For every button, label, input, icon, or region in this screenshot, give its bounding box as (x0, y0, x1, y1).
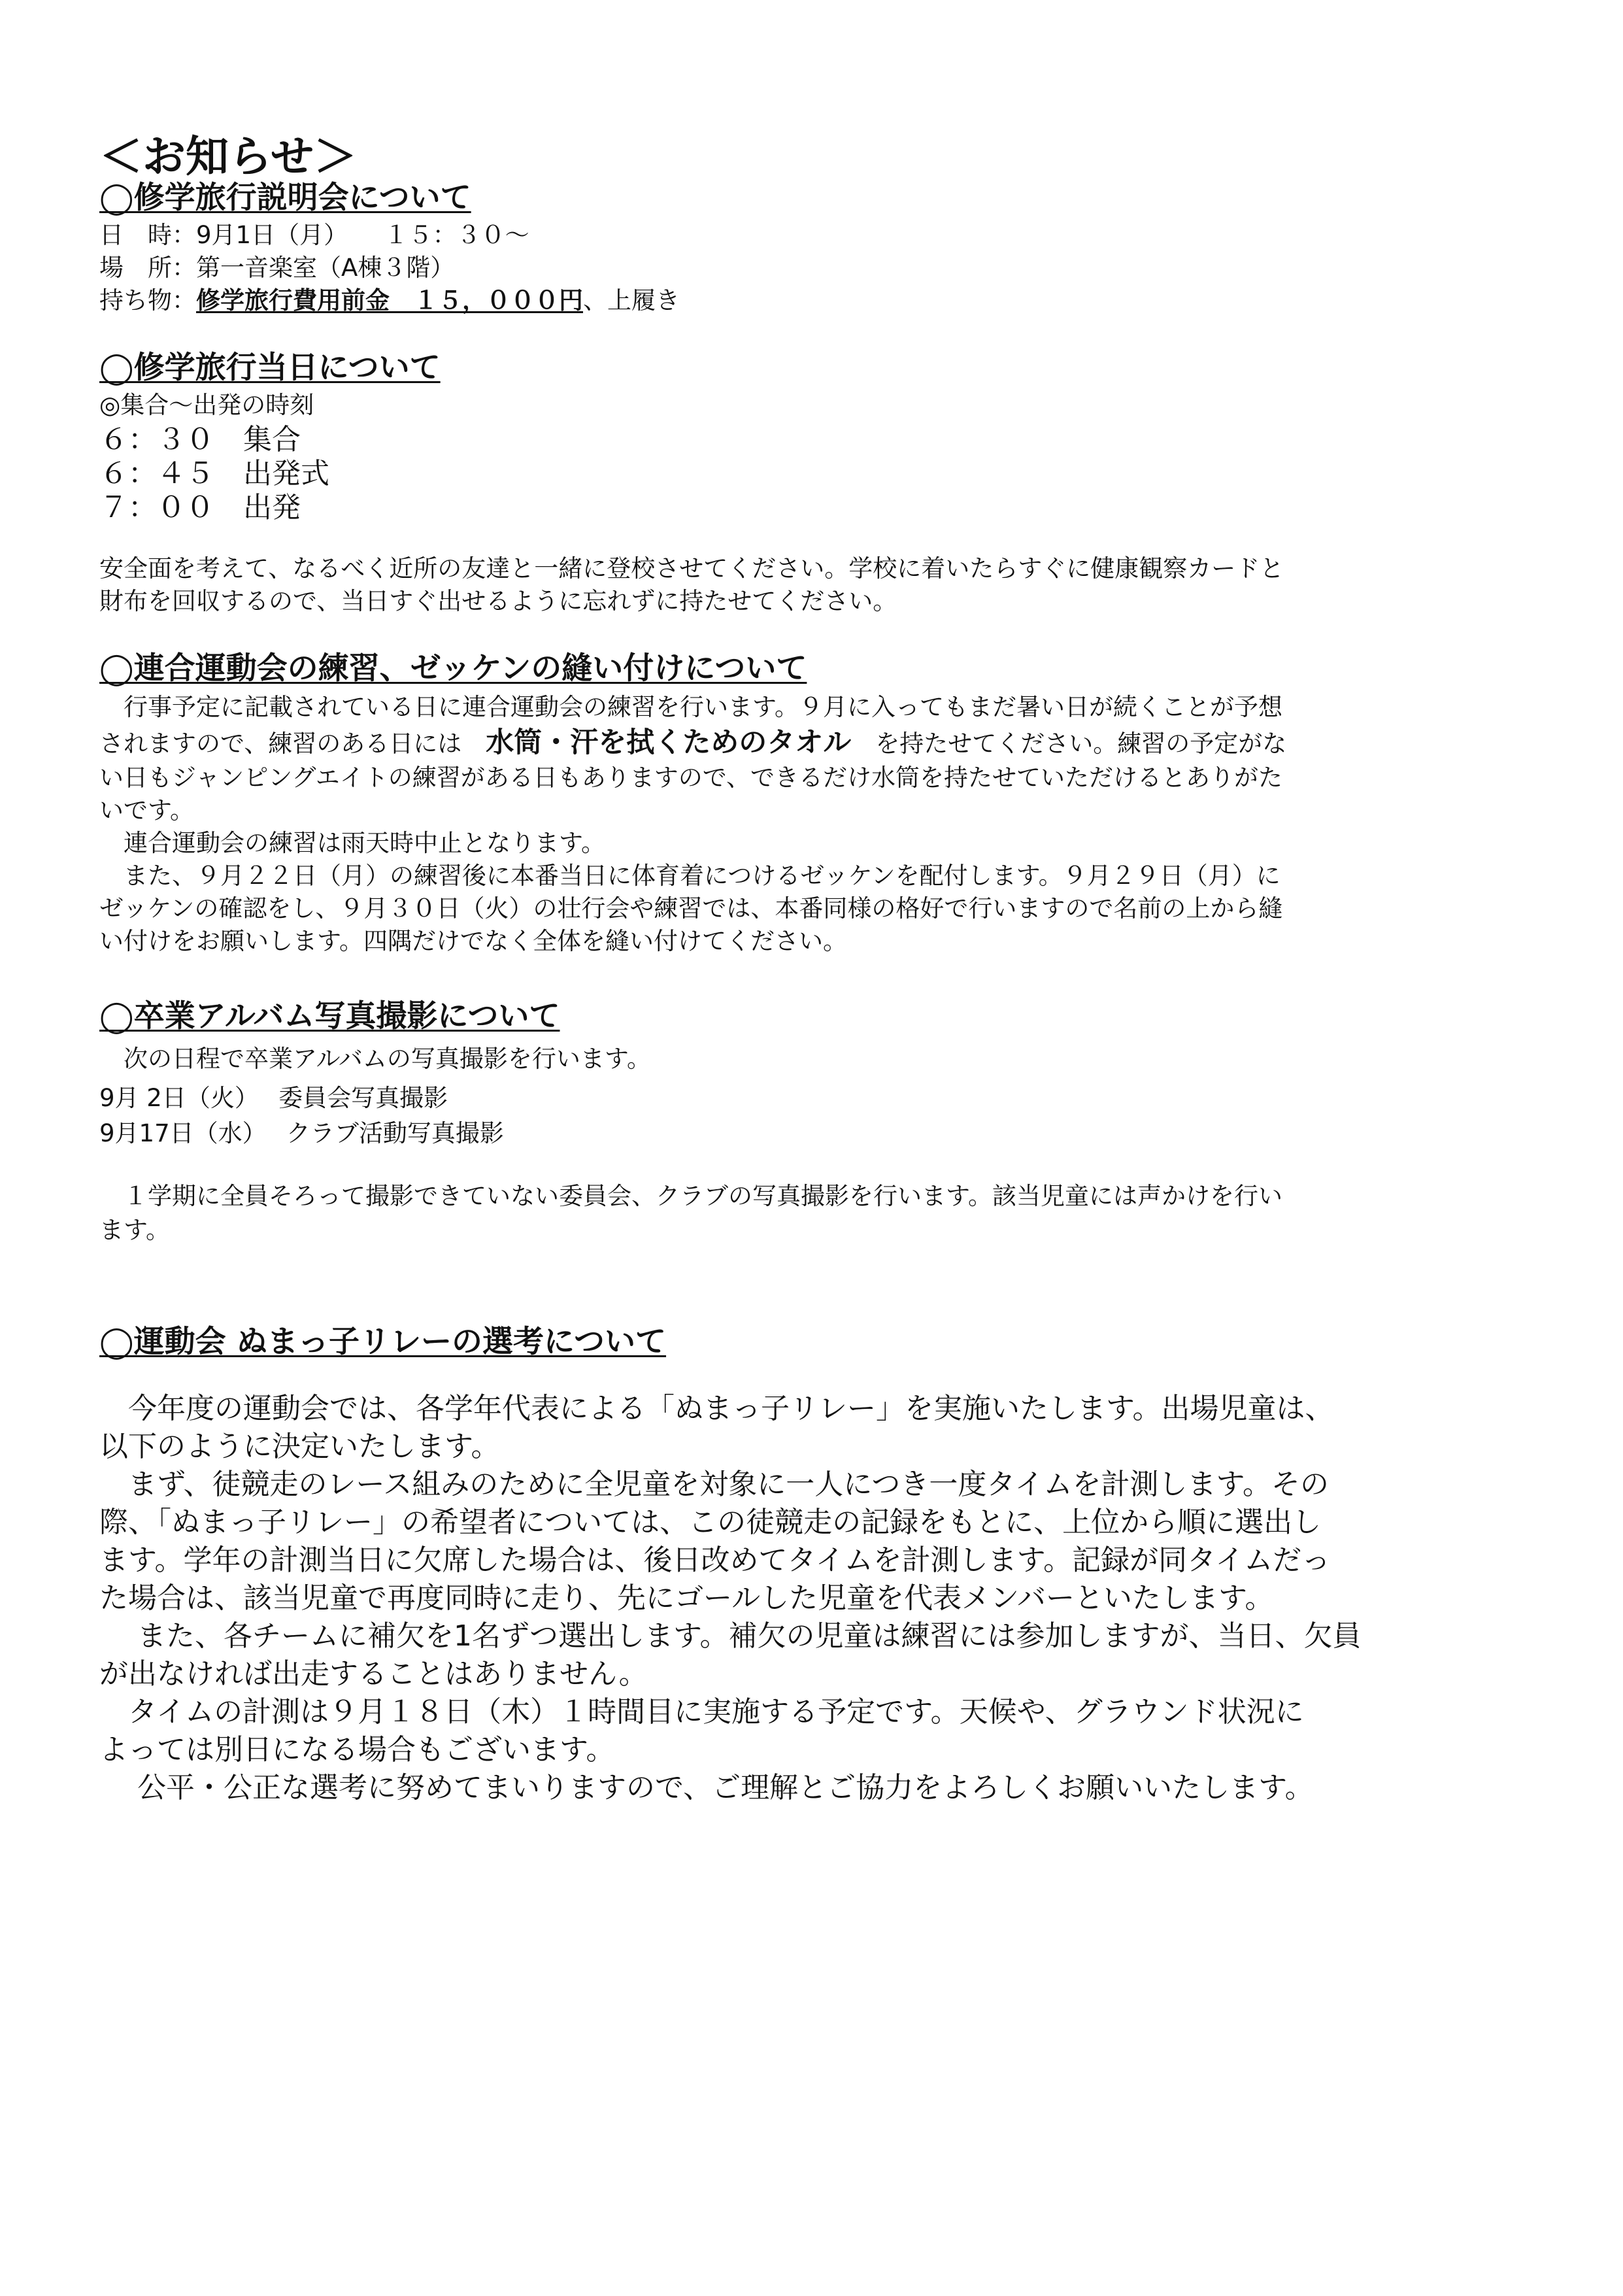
briefing-place: 場 所：第一音楽室（A棟３階） (99, 254, 455, 282)
time-gather: ６：３０ 集合 (99, 423, 301, 456)
practice-line4: いです。 (99, 796, 195, 824)
album-schedule-1: 9月 2日（火） 委員会写真撮影 (99, 1084, 448, 1112)
practice-line2-a: されますので、練習のある日には (99, 730, 486, 758)
page-title: ＜お知らせ＞ (99, 131, 358, 182)
relay-line10: よっては別日になる場合もございます。 (99, 1733, 615, 1766)
relay-line11: 公平・公正な選考に努めてまいりますので、ご理解とご協力をよろしくお願いいたします。 (99, 1771, 1314, 1804)
briefing-date: 日 時：9月1日（月） １５：３０～ (99, 221, 529, 249)
practice-line2 (99, 727, 1286, 760)
items-label: 持ち物： (99, 286, 196, 314)
album-intro: 次の日程で卒業アルバムの写真撮影を行います。 (99, 1045, 651, 1073)
time-depart: ７：００ 出発 (99, 491, 301, 524)
album-note-line2: ます。 (99, 1216, 171, 1244)
items-fee: 修学旅行費用前金 １５，０００円 (196, 286, 583, 314)
relay-line8: が出なければ出走することはありません。 (99, 1657, 648, 1691)
items-rest: 、上履き (583, 286, 680, 314)
time-ceremony: ６：４５ 出発式 (99, 457, 329, 490)
relay-line2: 以下のように決定いたします。 (99, 1430, 500, 1463)
practice-line5: 連合運動会の練習は雨天時中止となります。 (99, 829, 606, 857)
safety-note-line2: 財布を回収するので、当日すぐ出せるように忘れずに持たせてください。 (99, 587, 897, 615)
relay-line1: 今年度の運動会では、各学年代表による「ぬまっ子リレー」を実施いたします。出場児童は、 (99, 1392, 1334, 1425)
relay-line6: た場合は、該当児童で再度同時に走り、先にゴールした児童を代表メンバーといたします。 (99, 1581, 1274, 1615)
practice-line6: また、９月２２日（月）の練習後に本番当日に体育着につけるゼッケンを配付します。９月２９日（月）に (99, 862, 1280, 890)
practice-line1: 行事予定に記載されている日に連合運動会の練習を行います。９月に入ってもまだ暑い日が続くことが予想 (99, 693, 1283, 721)
briefing-items (99, 285, 680, 316)
practice-line3: い日もジャンピングエイトの練習がある日もありますので、できるだけ水筒を持たせていただけるとありがた (99, 764, 1283, 792)
relay-selection-heading: ◯運動会 ぬまっ子リレーの選考について (99, 1324, 667, 1360)
relay-line4: 際、「ぬまっ子リレー」の希望者については、この徒競走の記録をもとに、上位から順に選出し (99, 1506, 1322, 1539)
sports-practice-heading: ◯連合運動会の練習、ゼッケンの縫い付けについて (99, 650, 807, 686)
album-note-line1: １学期に全員そろって撮影できていない委員会、クラブの写真撮影を行います。該当児童には声かけを行い (99, 1182, 1283, 1210)
practice-line7: ゼッケンの確認をし、９月３０日（火）の壮行会や練習では、本番同様の格好で行いますので名前の上から縫 (99, 894, 1283, 922)
school-trip-briefing-heading: ◯修学旅行説明会について (99, 180, 471, 216)
album-schedule-2: 9月17日（水） クラブ活動写真撮影 (99, 1119, 504, 1147)
practice-line2-c: を持たせてください。練習の予定がな (851, 730, 1287, 758)
album-photo-heading: ◯卒業アルバム写真撮影について (99, 998, 560, 1034)
practice-line8: い付けをお願いします。四隅だけでなく全体を縫い付けてください。 (99, 927, 848, 955)
relay-line7: また、各チームに補欠を1名ずつ選出します。補欠の児童は練習には参加しますが、当日、欠員 (99, 1619, 1362, 1653)
trip-day-heading: ◯修学旅行当日について (99, 350, 441, 386)
relay-line3: まず、徒競走のレース組みのために全児童を対象に一人につき一度タイムを計測します。その (99, 1468, 1329, 1501)
towel-bottle-emphasis: 水筒・汗を拭くためのタオル (486, 726, 852, 759)
gather-subheading: ◎集合～出発の時刻 (99, 391, 314, 419)
relay-line9: タイムの計測は９月１８日（木）１時間目に実施する予定です。天候や、グラウンド状況に (99, 1695, 1304, 1729)
safety-note-line1: 安全面を考えて、なるべく近所の友達と一緒に登校させてください。学校に着いたらすぐに健康観察カードと (99, 554, 1284, 582)
relay-line5: ます。学年の計測当日に欠席した場合は、後日改めてタイムを計測します。記録が同タイムだっ (99, 1544, 1331, 1577)
